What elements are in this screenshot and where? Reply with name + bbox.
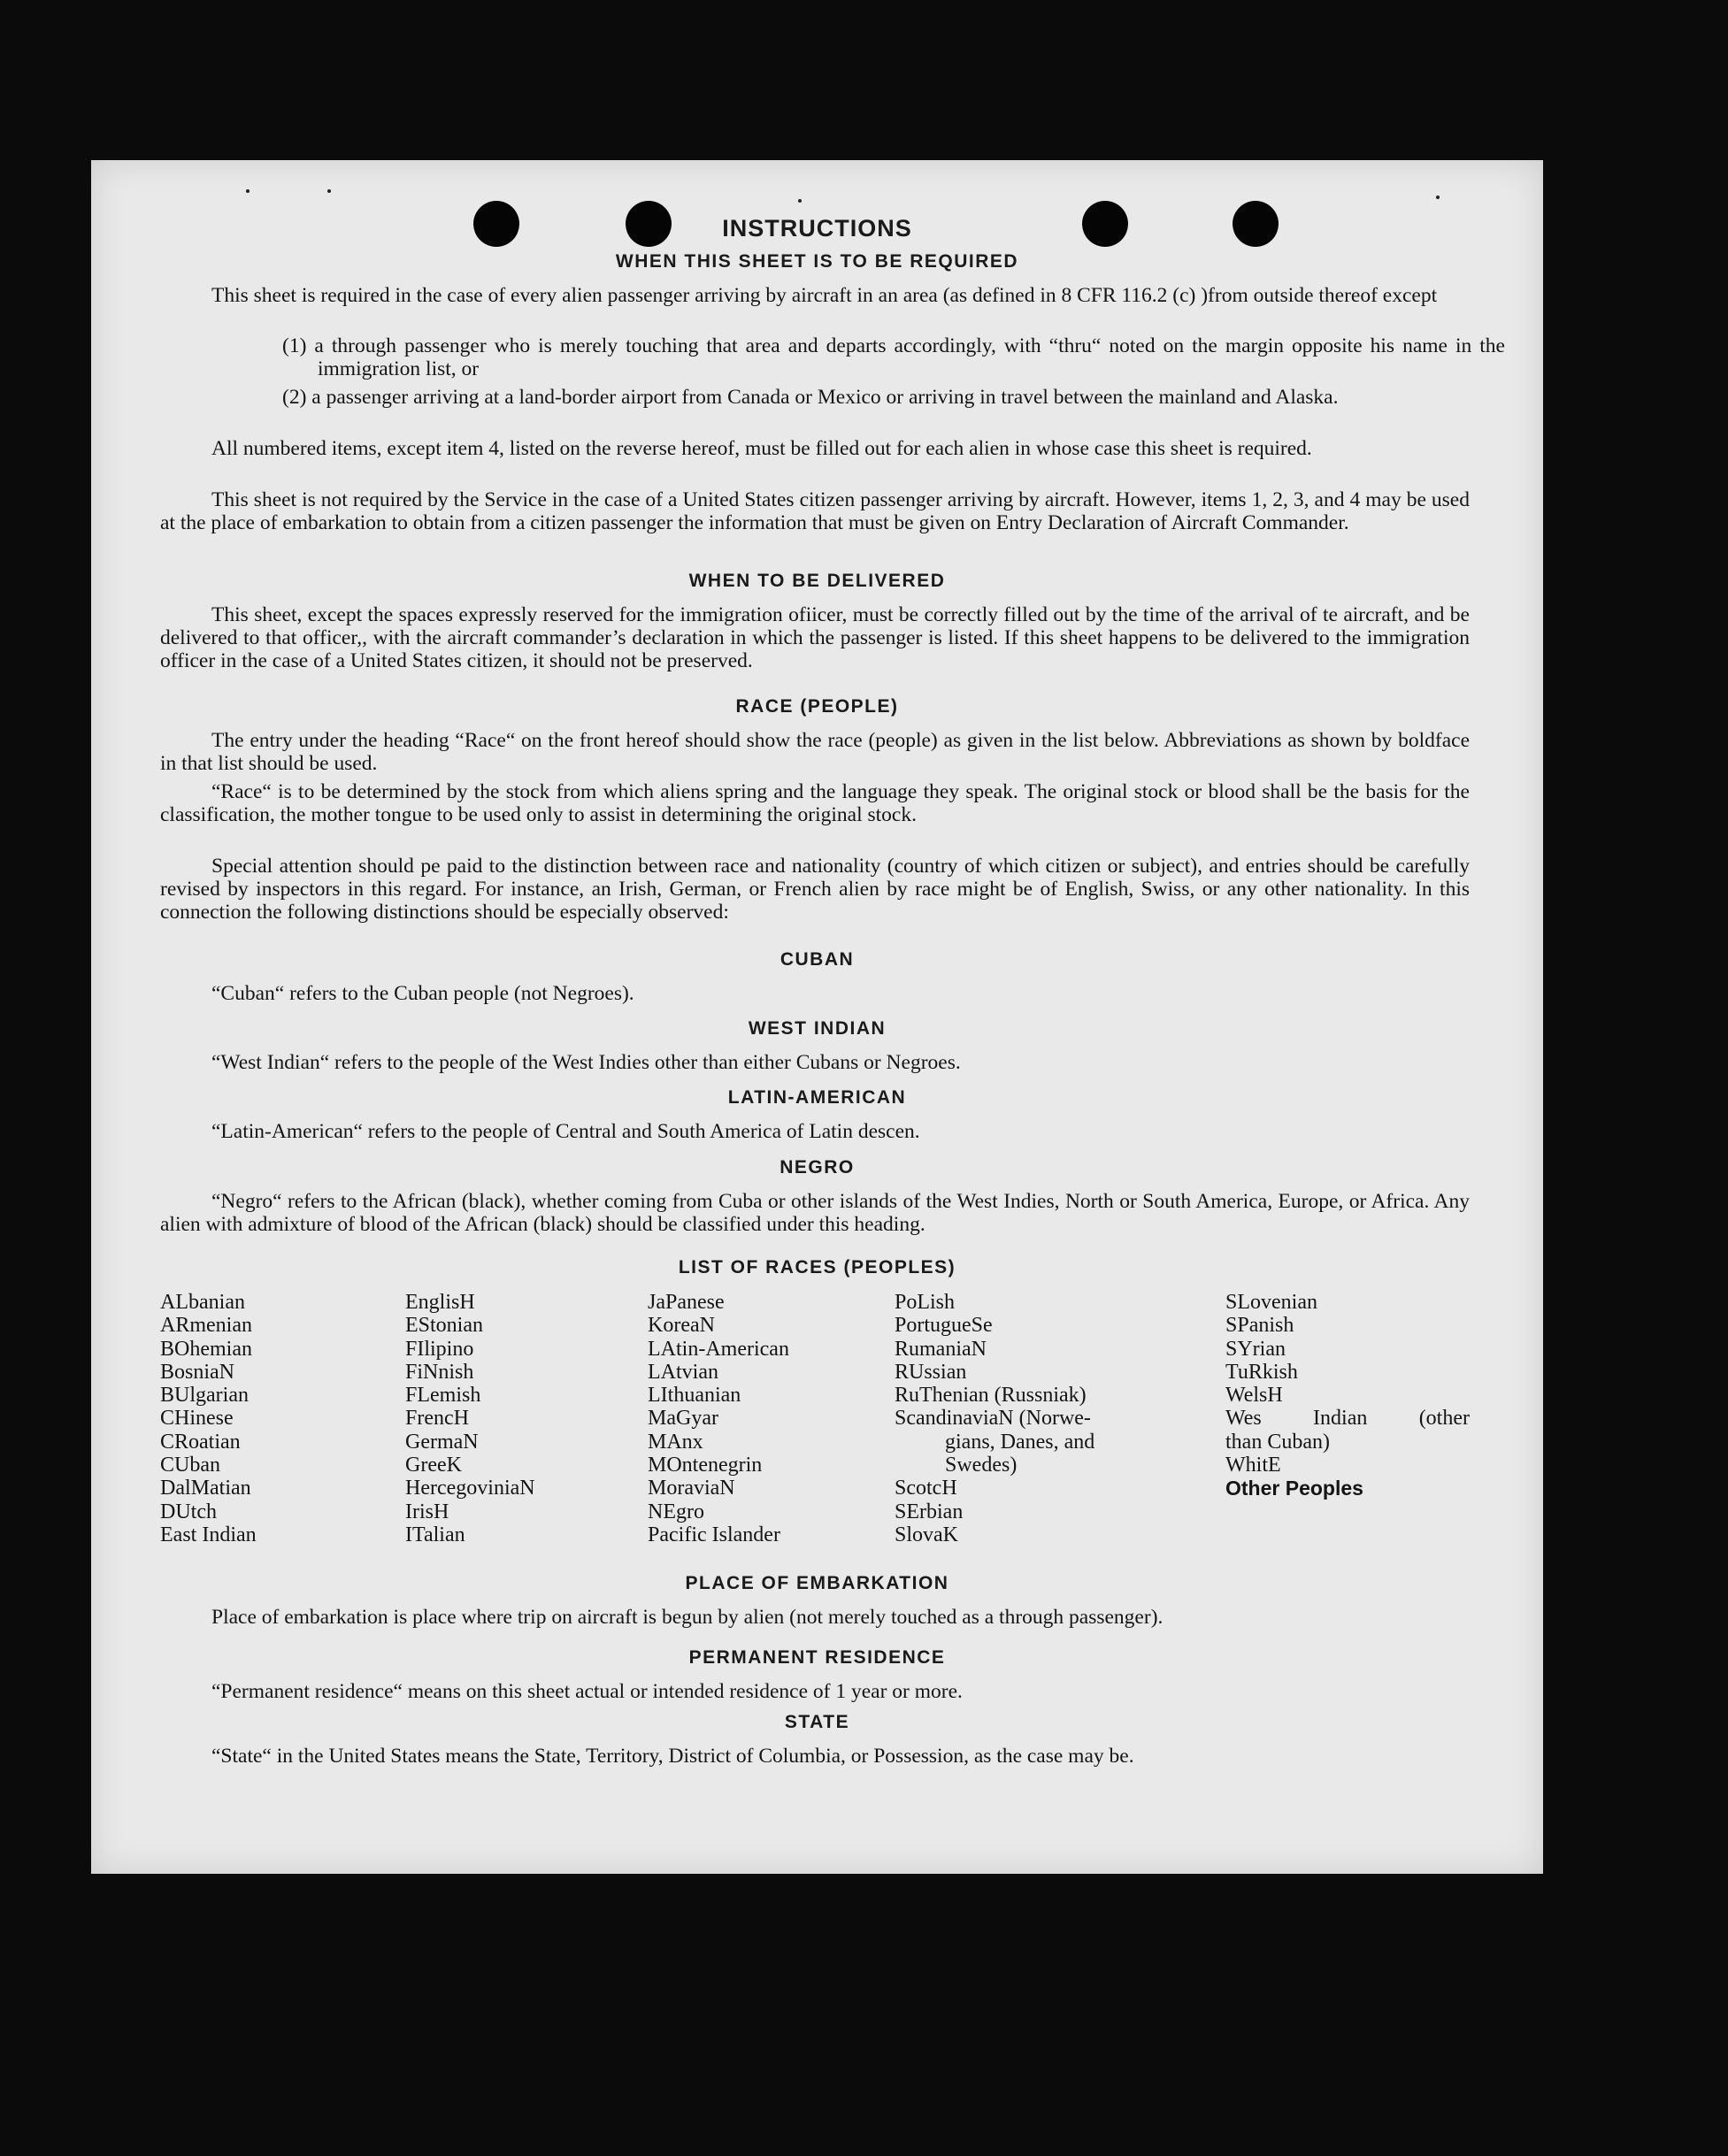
list-item: BUlgarian bbox=[160, 1384, 249, 1408]
list-item: MaGyar bbox=[648, 1407, 718, 1431]
page-title: INSTRUCTIONS bbox=[722, 215, 912, 242]
list-item: SYrian bbox=[1225, 1337, 1286, 1361]
paragraph-residence: “Permanent residence“ means on this sheet actual or intended residence of 1 year or more. bbox=[211, 1680, 963, 1703]
list-item: GreeK bbox=[405, 1454, 462, 1477]
paragraph-intro: This sheet is required in the case of every alien passenger arriving by aircraft in an area (as defined in 8 CFR 116.2 (c) )from outside thereof except bbox=[211, 284, 1438, 307]
list-item: IrisH bbox=[405, 1500, 449, 1523]
list-item: ALbanian bbox=[160, 1291, 245, 1314]
list-item: FLemish bbox=[405, 1384, 481, 1408]
speck bbox=[1436, 196, 1440, 199]
list-item: ARmenian bbox=[160, 1314, 252, 1338]
instruction-sheet bbox=[91, 160, 1543, 1874]
paragraph-latin-american: “Latin-American“ refers to the people of Central and South America of Latin descen. bbox=[211, 1120, 920, 1143]
list-item: LAtvian bbox=[648, 1360, 718, 1384]
speck bbox=[327, 189, 331, 193]
list-item: MOntenegrin bbox=[648, 1454, 763, 1477]
list-item: DalMatian bbox=[160, 1477, 251, 1500]
list-item: CUban bbox=[160, 1454, 220, 1477]
list-item: than Cuban) bbox=[1225, 1430, 1330, 1454]
list-item: East Indian bbox=[160, 1523, 257, 1546]
paragraph-race-1: The entry under the heading “Race“ on the front hereof should show the race (people) as given in the list below. Abbreviations as shown by boldface in that list should be used. bbox=[160, 729, 1470, 775]
list-item: EnglisH bbox=[405, 1291, 475, 1314]
list-item: ScandinaviaN (Norwe- bbox=[895, 1407, 1091, 1431]
paragraph-delivery: This sheet, except the spaces expressly reserved for the immigration ofiicer, must be correctly filled out by the time of the arrival of te aircraft, and be delivered to that officer,, with the aircraft commander’s declaration in which the passenger is listed. If this sheet happens to be delivered to the immigration officer in the case of a United States citizen, it should not be preserved. bbox=[160, 603, 1470, 672]
section-heading-embarkation: PLACE OF EMBARKATION bbox=[685, 1573, 949, 1593]
list-item: Pacific Islander bbox=[648, 1523, 780, 1546]
race-list-column-1 bbox=[160, 1291, 257, 1546]
section-heading-race: RACE (PEOPLE) bbox=[735, 696, 899, 717]
list-item: RuThenian (Russniak) bbox=[895, 1384, 1087, 1408]
section-heading-west-indian: WEST INDIAN bbox=[748, 1018, 887, 1039]
list-item: WelsH bbox=[1225, 1384, 1283, 1408]
paragraph-embarkation: Place of embarkation is place where trip on aircraft is begun by alien (not merely touched as a through passenger). bbox=[211, 1606, 1164, 1629]
list-item: BOhemian bbox=[160, 1337, 252, 1361]
list-item: LAtin-American bbox=[648, 1337, 789, 1361]
list-item: gians, Danes, and bbox=[945, 1430, 1095, 1454]
list-item: KoreaN bbox=[648, 1314, 715, 1338]
list-item: Other Peoples bbox=[1225, 1477, 1363, 1500]
list-item: BosniaN bbox=[160, 1360, 234, 1384]
list-item: CHinese bbox=[160, 1407, 234, 1431]
list-item: GermaN bbox=[405, 1430, 479, 1454]
paragraph-cuban: “Cuban“ refers to the Cuban people (not Negroes). bbox=[211, 982, 634, 1005]
race-list-column-5 bbox=[1225, 1291, 1470, 1500]
paragraph-race-2: “Race“ is to be determined by the stock from which aliens spring and the language they speak. The original stock or blood shall be the basis for the classification, the mother tongue to be used only to assist in determining the original stock. bbox=[160, 780, 1470, 826]
race-list-column-3 bbox=[648, 1291, 789, 1546]
section-heading-list-of-races: LIST OF RACES (PEOPLES) bbox=[678, 1257, 956, 1277]
list-item: SLovenian bbox=[1225, 1291, 1317, 1314]
paragraph-state: “State“ in the United States means the State, Territory, District of Columbia, or Possession, as the case may be. bbox=[211, 1745, 1134, 1768]
section-heading-residence: PERMANENT RESIDENCE bbox=[688, 1647, 946, 1668]
list-item: Swedes) bbox=[945, 1454, 1018, 1477]
list-item: CRoatian bbox=[160, 1430, 241, 1454]
list-item: EStonian bbox=[405, 1314, 483, 1338]
list-item: ScotcH bbox=[895, 1477, 957, 1500]
list-item: TuRkish bbox=[1225, 1360, 1298, 1384]
section-heading-when-delivered: WHEN TO BE DELIVERED bbox=[688, 571, 946, 591]
list-item: SlovaK bbox=[895, 1523, 958, 1546]
section-heading-cuban: CUBAN bbox=[780, 949, 855, 970]
list-item: HercegoviniaN bbox=[405, 1477, 535, 1500]
section-heading-negro: NEGRO bbox=[780, 1157, 855, 1178]
race-list-column-2 bbox=[405, 1291, 535, 1546]
exception-item-1: (1) a through passenger who is merely touching that area and departs accordingly, with “thru“ noted on the margin opposite his name in the immigration list, or bbox=[282, 334, 1505, 380]
paragraph-race-3: Special attention should pe paid to the distinction between race and nationality (country of which citizen or subject), and entries should be carefully revised by inspectors in this regard. For instance, an Irish, German, or French alien by race might be of English, Swiss, or any other nationality. In this connection the following distinctions should be especially observed: bbox=[160, 855, 1470, 924]
list-item: NEgro bbox=[648, 1500, 704, 1523]
paragraph-negro: “Negro“ refers to the African (black), whether coming from Cuba or other islands of the West Indies, North or South America, Europe, or Africa. Any alien with admixture of blood of the African (black) should be classified under this heading. bbox=[160, 1190, 1470, 1236]
list-item: WhitE bbox=[1225, 1454, 1281, 1477]
list-item: RUssian bbox=[895, 1360, 967, 1384]
list-item: SPanish bbox=[1225, 1314, 1294, 1338]
list-item: FrencH bbox=[405, 1407, 469, 1431]
exception-item-2: (2) a passenger arriving at a land-border airport from Canada or Mexico or arriving in travel between the mainland and Alaska. bbox=[282, 386, 1339, 409]
section-heading-latin-american: LATIN-AMERICAN bbox=[727, 1087, 907, 1108]
paragraph-numbered-items: All numbered items, except item 4, listed on the reverse hereof, must be filled out for each alien in whose case this sheet is required. bbox=[211, 437, 1312, 460]
list-item: LIthuanian bbox=[648, 1384, 741, 1408]
list-item: JaPanese bbox=[648, 1291, 725, 1314]
list-item: FiNnish bbox=[405, 1360, 474, 1384]
speck bbox=[798, 199, 802, 203]
paragraph-citizen-note: This sheet is not required by the Service in the case of a United States citizen passenger arriving by aircraft. However, items 1, 2, 3, and 4 may be used at the place of embarkation to obtain from a citizen passenger the information that must be given on Entry Declaration of Aircraft Commander. bbox=[160, 488, 1470, 534]
race-list-column-4 bbox=[895, 1291, 1094, 1546]
speck bbox=[246, 189, 250, 193]
list-item: ITalian bbox=[405, 1523, 465, 1546]
list-item: FIlipino bbox=[405, 1337, 474, 1361]
list-item: PoLish bbox=[895, 1291, 956, 1314]
section-heading-state: STATE bbox=[784, 1712, 850, 1732]
paragraph-west-indian: “West Indian“ refers to the people of the West Indies other than either Cubans or Negroes. bbox=[211, 1051, 961, 1074]
list-item: MAnx bbox=[648, 1430, 703, 1454]
list-item: SErbian bbox=[895, 1500, 964, 1523]
list-item: PortugueSe bbox=[895, 1314, 993, 1338]
list-item: Wes Indian (other bbox=[1225, 1407, 1470, 1431]
list-item: RumaniaN bbox=[895, 1337, 987, 1361]
section-heading-when-required: WHEN THIS SHEET IS TO BE REQUIRED bbox=[615, 251, 1019, 272]
list-item: MoraviaN bbox=[648, 1477, 735, 1500]
list-item: DUtch bbox=[160, 1500, 217, 1523]
